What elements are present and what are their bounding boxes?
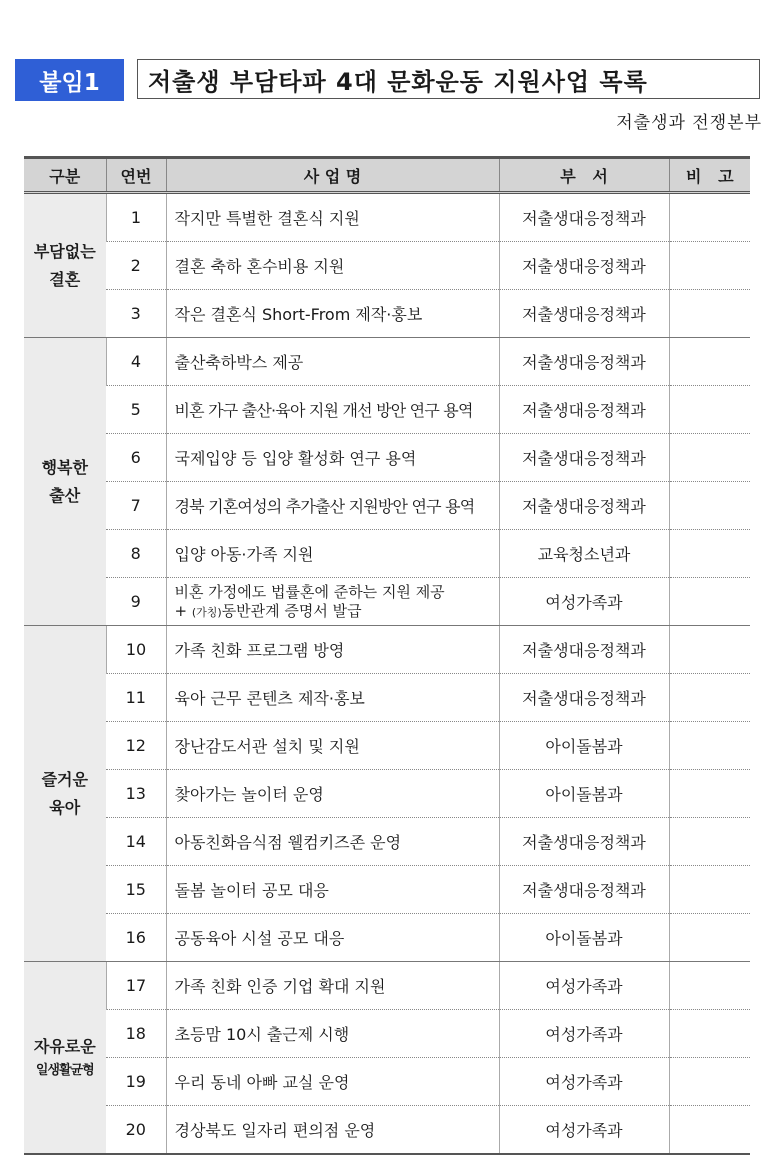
project-list-table <box>24 156 750 1155</box>
row-number: 4 <box>106 338 166 386</box>
note <box>669 1058 750 1106</box>
table-row <box>24 193 750 242</box>
row-number: 14 <box>106 818 166 866</box>
department: 저출생대응정책과 <box>499 482 669 530</box>
department: 저출생대응정책과 <box>499 434 669 482</box>
project-name: 찾아가는 놀이터 운영 <box>166 770 499 818</box>
table-row <box>24 626 750 674</box>
table-row <box>24 578 750 626</box>
note <box>669 866 750 914</box>
category-label-line1: 행복한 <box>41 458 88 478</box>
note <box>669 674 750 722</box>
table-row <box>24 914 750 962</box>
project-name: 초등맘 10시 출근제 시행 <box>166 1010 499 1058</box>
note <box>669 578 750 626</box>
project-name-paren: (가칭) <box>191 605 222 619</box>
department: 교육청소년과 <box>499 530 669 578</box>
department: 아이돌봄과 <box>499 722 669 770</box>
note <box>669 386 750 434</box>
note <box>669 722 750 770</box>
project-name-rest: 동반관계 증명서 발급 <box>221 601 362 620</box>
category-cell <box>24 193 106 338</box>
table-row <box>24 338 750 386</box>
department: 여성가족과 <box>499 578 669 626</box>
note <box>669 1106 750 1155</box>
category-label-line2: 육아 <box>49 797 81 817</box>
department: 저출생대응정책과 <box>499 290 669 338</box>
row-number: 17 <box>106 962 166 1010</box>
project-name: 경상북도 일자리 편의점 운영 <box>166 1106 499 1155</box>
attachment-badge: 붙임1 <box>15 59 124 101</box>
project-name: 작은 결혼식 Short-From 제작·홍보 <box>166 290 499 338</box>
row-number: 13 <box>106 770 166 818</box>
column-header-note: 비 고 <box>669 158 750 193</box>
note <box>669 242 750 290</box>
category-label-line2: 출산 <box>49 485 81 505</box>
category-label-line1: 자유로운 <box>33 1036 96 1056</box>
table-row <box>24 1010 750 1058</box>
table-row <box>24 818 750 866</box>
row-number: 10 <box>106 626 166 674</box>
department: 저출생대응정책과 <box>499 674 669 722</box>
department: 저출생대응정책과 <box>499 386 669 434</box>
document-title: 저출생 부담타파 4대 문화운동 지원사업 목록 <box>148 67 648 96</box>
note <box>669 818 750 866</box>
note <box>669 482 750 530</box>
row-number: 3 <box>106 290 166 338</box>
note <box>669 962 750 1010</box>
table-row <box>24 674 750 722</box>
table-row <box>24 1058 750 1106</box>
project-name: 가족 친화 인증 기업 확대 지원 <box>166 962 499 1010</box>
table-header-row <box>24 158 750 193</box>
row-number: 15 <box>106 866 166 914</box>
row-number: 11 <box>106 674 166 722</box>
project-name: 아동친화음식점 웰컴키즈존 운영 <box>166 818 499 866</box>
row-number: 8 <box>106 530 166 578</box>
column-header-project-name: 사 업 명 <box>166 158 499 193</box>
department: 저출생대응정책과 <box>499 626 669 674</box>
row-number: 7 <box>106 482 166 530</box>
table-row <box>24 290 750 338</box>
project-name: 공동육아 시설 공모 대응 <box>166 914 499 962</box>
row-number: 2 <box>106 242 166 290</box>
department: 저출생대응정책과 <box>499 193 669 242</box>
category-label-line2: 일생활균형 <box>35 1063 94 1079</box>
table-row <box>24 722 750 770</box>
table-row <box>24 386 750 434</box>
row-number: 16 <box>106 914 166 962</box>
department: 아이돌봄과 <box>499 770 669 818</box>
note <box>669 1010 750 1058</box>
department: 여성가족과 <box>499 1010 669 1058</box>
note <box>669 193 750 242</box>
department: 저출생대응정책과 <box>499 338 669 386</box>
project-name: 입양 아동·가족 지원 <box>166 530 499 578</box>
table-row <box>24 482 750 530</box>
row-number: 18 <box>106 1010 166 1058</box>
project-name-line2 <box>175 602 499 621</box>
row-number: 1 <box>106 193 166 242</box>
row-number: 20 <box>106 1106 166 1155</box>
department: 저출생대응정책과 <box>499 818 669 866</box>
note <box>669 338 750 386</box>
table-row <box>24 962 750 1010</box>
row-number: 9 <box>106 578 166 626</box>
department: 여성가족과 <box>499 1106 669 1155</box>
project-name: 비혼 가구 출산·육아 지원 개선 방안 연구 용역 <box>166 386 499 434</box>
table-row <box>24 770 750 818</box>
note <box>669 434 750 482</box>
column-header-department: 부 서 <box>499 158 669 193</box>
project-name: 경북 기혼여성의 추가출산 지원방안 연구 용역 <box>166 482 499 530</box>
row-number: 6 <box>106 434 166 482</box>
category-cell <box>24 962 106 1155</box>
issuing-department: 저출생과 전쟁본부 <box>616 113 762 133</box>
category-label-line2: 결혼 <box>49 269 81 289</box>
project-name <box>166 578 499 626</box>
column-header-category: 구분 <box>24 158 106 193</box>
project-name: 작지만 특별한 결혼식 지원 <box>166 193 499 242</box>
table-row <box>24 242 750 290</box>
note <box>669 530 750 578</box>
department: 여성가족과 <box>499 1058 669 1106</box>
document-title-box <box>137 59 760 99</box>
project-name: 결혼 축하 혼수비용 지원 <box>166 242 499 290</box>
column-header-number: 연번 <box>106 158 166 193</box>
project-name: 가족 친화 프로그램 방영 <box>166 626 499 674</box>
project-name: 우리 동네 아빠 교실 운영 <box>166 1058 499 1106</box>
project-name: 국제입양 등 입양 활성화 연구 용역 <box>166 434 499 482</box>
category-cell <box>24 626 106 962</box>
row-number: 19 <box>106 1058 166 1106</box>
project-name-prefix: + <box>174 601 192 620</box>
category-label-line1: 즐거운 <box>41 770 88 790</box>
project-name-line1: 비혼 가정에도 법률혼에 준하는 지원 제공 <box>174 582 445 601</box>
category-label-line1: 부담없는 <box>33 242 96 262</box>
note <box>669 770 750 818</box>
category-cell <box>24 338 106 626</box>
project-name: 돌봄 놀이터 공모 대응 <box>166 866 499 914</box>
department: 아이돌봄과 <box>499 914 669 962</box>
department: 저출생대응정책과 <box>499 242 669 290</box>
project-name: 출산축하박스 제공 <box>166 338 499 386</box>
department: 저출생대응정책과 <box>499 866 669 914</box>
table-row <box>24 530 750 578</box>
note <box>669 290 750 338</box>
table-row <box>24 866 750 914</box>
table-row <box>24 434 750 482</box>
note <box>669 626 750 674</box>
project-name: 장난감도서관 설치 및 지원 <box>166 722 499 770</box>
department: 여성가족과 <box>499 962 669 1010</box>
note <box>669 914 750 962</box>
table-row <box>24 1106 750 1155</box>
row-number: 5 <box>106 386 166 434</box>
project-name: 육아 근무 콘텐츠 제작·홍보 <box>166 674 499 722</box>
row-number: 12 <box>106 722 166 770</box>
